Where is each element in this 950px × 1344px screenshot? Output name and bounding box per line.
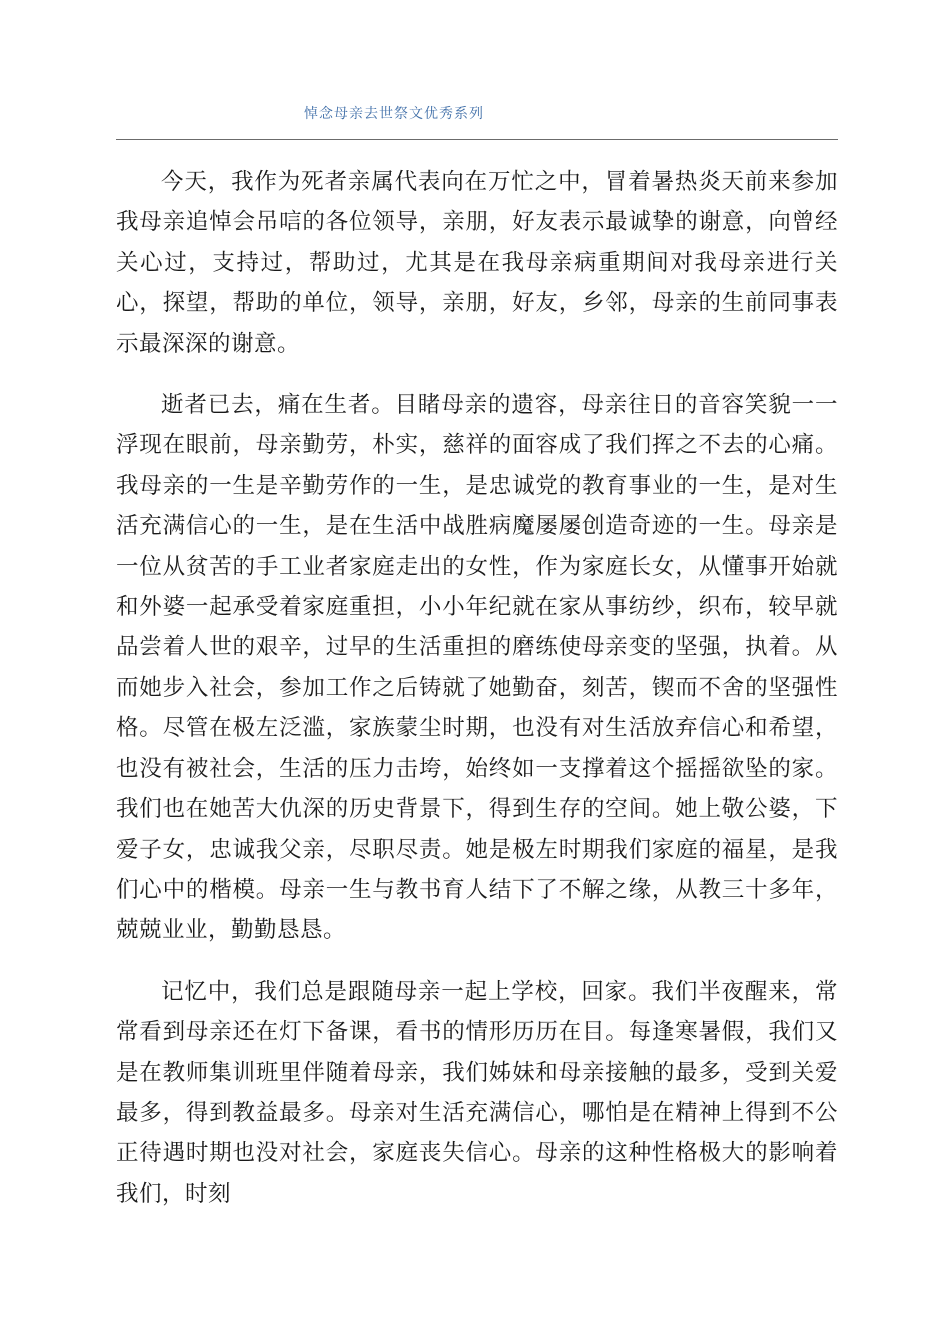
page-header — [116, 103, 838, 143]
document-body — [116, 162, 838, 1235]
paragraph-1: 今天，我作为死者亲属代表向在万忙之中，冒着暑热炎天前来参加我母亲追悼会吊唁的各位领导，亲朋，好友表示最诚挚的谢意，向曾经关心过，支持过，帮助过，尤其是在我母亲病重期间对我母亲进行关心，探望，帮助的单位，领导，亲朋，好友，乡邻，母亲的生前同事表示最深深的谢意。 — [116, 169, 838, 357]
paragraph-3: 记忆中，我们总是跟随母亲一起上学校，回家。我们半夜醒来，常常看到母亲还在灯下备课，看书的情形历历在目。每逢寒暑假，我们又是在教师集训班里伴随着母亲，我们姊妹和母亲接触的最多，受到关爱最多，得到教益最多。母亲对生活充满信心，哪怕是在精神上得到不公正待遇时期也没对社会，家庭丧失信心。母亲的这种性格极大的影响着我们，时刻 — [116, 978, 838, 1207]
header-title: 悼念母亲去世祭文优秀系列 — [304, 106, 484, 122]
header-divider — [116, 139, 838, 140]
paragraph-2: 逝者已去，痛在生者。目睹母亲的遗容，母亲往日的音容笑貌一一浮现在眼前，母亲勤劳，朴实，慈祥的面容成了我们挥之不去的心痛。我母亲的一生是辛勤劳作的一生，是忠诚党的教育事业的一生，是对生活充满信心的一生，是在生活中战胜病魔屡屡创造奇迹的一生。母亲是一位从贫苦的手工业者家庭走出的女性，作为家庭长女，从懂事开始就和外婆一起承受着家庭重担，小小年纪就在家从事纺纱，织布，较早就品尝着人世的艰辛，过早的生活重担的磨练使母亲变的坚强，执着。从而她步入社会，参加工作之后铸就了她勤奋，刻苦，锲而不舍的坚强性格。尽管在极左泛滥，家族蒙尘时期，也没有对生活放弃信心和希望，也没有被社会，生活的压力击垮，始终如一支撑着这个摇摇欲坠的家。我们也在她苦大仇深的历史背景下，得到生存的空间。她上敬公婆，下爱子女，忠诚我父亲，尽职尽责。她是极左时期我们家庭的福星，是我们心中的楷模。母亲一生与教书育人结下了不解之缘，从教三十多年，兢兢业业，勤勤恳恳。 — [116, 392, 838, 944]
